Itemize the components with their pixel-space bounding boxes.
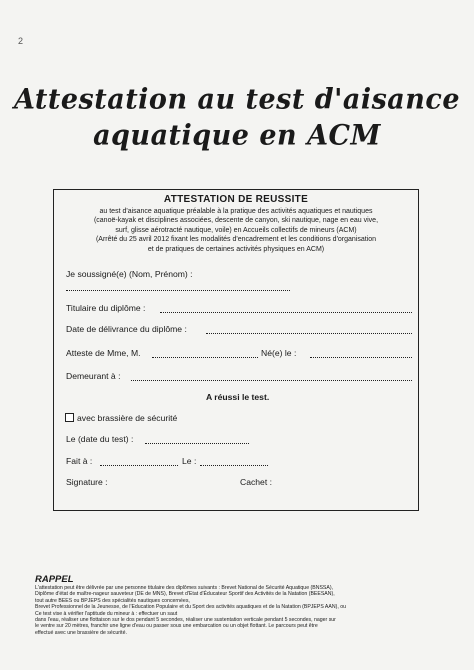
ne-le-field[interactable] <box>310 357 412 358</box>
demeurant-field[interactable] <box>131 380 412 381</box>
brassiere-checkbox[interactable] <box>65 413 74 422</box>
atteste-label: Atteste de Mme, M. <box>66 348 141 358</box>
soussigne-field[interactable] <box>66 290 290 291</box>
brassiere-label: avec brassière de sécurité <box>77 413 178 423</box>
le-label: Le : <box>182 456 197 466</box>
rappel-line: effectué avec une brassière de sécurité. <box>35 629 127 636</box>
attestation-frame <box>53 189 419 511</box>
date-test-label: Le (date du test) : <box>66 434 134 444</box>
titulaire-field[interactable] <box>160 312 412 313</box>
rappel-line: Diplôme d'état de maître-nageur sauveteur (DE de MNS), Brevet d'Etat d'Éducateur Sportif des Activités de la Natation (BEESAN), <box>35 591 335 598</box>
attestation-body-line: surf, glisse aérotracté nautique, voile) en Accueils collectifs de mineurs (ACM) <box>115 226 357 234</box>
cachet-label: Cachet : <box>240 477 273 487</box>
date-delivrance-label: Date de délivrance du diplôme : <box>66 324 187 334</box>
attestation-heading: ATTESTATION DE REUSSITE <box>163 194 309 205</box>
rappel-line: tout autre BEES ou BPJEPS des spécialités nautiques concernées, <box>35 597 190 604</box>
corner-mark: 2 <box>18 36 24 46</box>
fait-a-field[interactable] <box>100 465 178 466</box>
demeurant-label: Demeurant à : <box>66 371 121 381</box>
rappel-line: L'attestation peut être délivrée par une personne titulaire des diplômes suivants : Brevet National de Sécurité Aquatique (BNSSA), <box>35 585 334 591</box>
rappel-heading: RAPPEL <box>35 574 74 585</box>
title-line-2: aquatique en ACM <box>93 119 381 152</box>
attestation-body-line: et de pratiques de certaines activités physiques en ACM) <box>147 245 325 253</box>
attestation-body-line: (canoë-kayak et disciplines associées, descente de canyon, ski nautique, nage en eau vive, <box>93 217 379 225</box>
rappel-line: Brevet Professionnel de la Jeunesse, de l'Education Populaire et du Sport des activités aquatiques et de la Natation (BPJEPS AAN), ou <box>35 604 346 611</box>
soussigne-label: Je soussigné(e) (Nom, Prénom) : <box>66 269 193 279</box>
rappel-line: dans l'eau, réaliser une flottaison sur le dos pendant 5 secondes, réaliser une sustentation verticale pendant 5 secondes, nager sur <box>35 617 336 624</box>
signature-label: Signature : <box>66 477 108 487</box>
attestation-body-line: (Arrêté du 25 avril 2012 fixant les modalités d'encadrement et les conditions d'organisation <box>95 236 377 244</box>
atteste-field[interactable] <box>152 357 258 358</box>
date-test-field[interactable] <box>145 443 249 444</box>
reussi-text: A réussi le test. <box>206 392 270 402</box>
fait-a-label: Fait à : <box>66 456 93 466</box>
le-field[interactable] <box>200 465 268 466</box>
rappel-line: le ventre sur 20 mètres, franchir une ligne d'eau ou passer sous une embarcation ou un objet flottant. Le parcours peut être <box>35 623 318 630</box>
attestation-body <box>60 207 412 254</box>
rappel-text <box>35 585 445 636</box>
titulaire-label: Titulaire du diplôme : <box>66 303 146 313</box>
page-title <box>0 82 474 153</box>
ne-le-label: Né(e) le : <box>261 348 297 358</box>
attestation-body-line: au test d'aisance aquatique préalable à la pratique des activités aquatiques et nautiques <box>99 208 373 215</box>
rappel-line: Ce test vise à vérifier l'aptitude du mineur à : effectuer un saut <box>35 610 178 617</box>
title-line-1: Attestation au test d'aisance <box>13 83 461 116</box>
date-delivrance-field[interactable] <box>206 333 412 334</box>
